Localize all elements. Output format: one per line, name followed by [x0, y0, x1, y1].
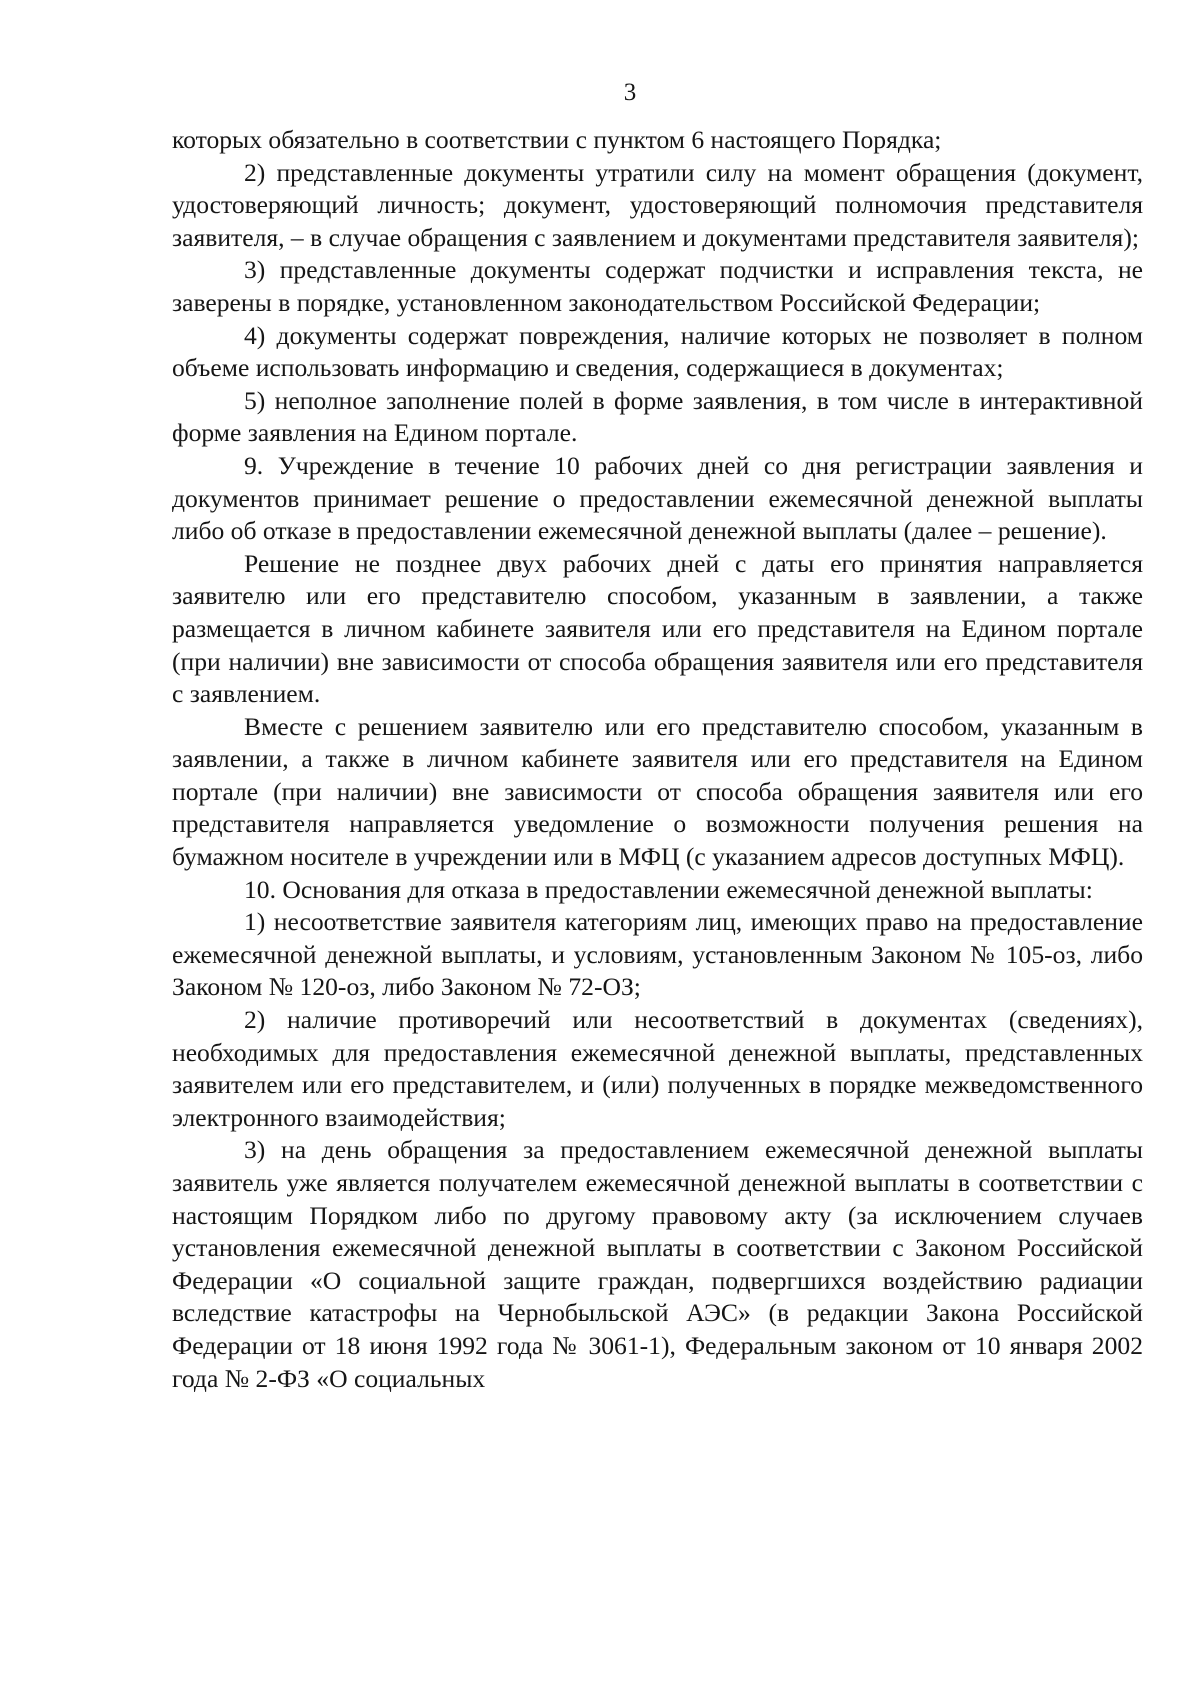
paragraph-item-4-damage: 4) документы содержат повреждения, наличие которых не позволяет в полном объеме использовать информацию и сведения, содержащиеся в документах;: [172, 320, 1143, 383]
paragraph-item-2-expired-documents: 2) представленные документы утратили силу на момент обращения (документ, удостоверяющий личность; документ, удостоверяющий полномочия представителя заявителя, – в случае обращения с заявлением и документами представителя заявителя);: [172, 157, 1143, 252]
paragraph-refusal-item-2: 2) наличие противоречий или несоответствий в документах (сведениях), необходимых для предоставления ежемесячной денежной выплаты, представленных заявителем или его представителем, и (или) полученных в порядке межведомственного электронного взаимодействия;: [172, 1005, 1143, 1132]
paragraph-refusal-item-3: 3) на день обращения за предоставлением ежемесячной денежной выплаты заявитель уже является получателем ежемесячной денежной выплаты в соответствии с настоящим Порядком либо по другому правовому акту (за исключением случаев установления ежемесячной денежной выплаты в соответствии с Законом Российской Федерации «О социальной защите граждан, подвергшихся воздействию радиации вследствие катастрофы на Чернобыльской АЭС» (в редакции Закона Российской Федерации от 18 июня 1992 года № 3061-1), Федеральным законом от 10 января 2002 года № 2-ФЗ «О социальных: [172, 1135, 1143, 1393]
paragraph-item-6-continuation: которых обязательно в соответствии с пунктом 6 настоящего Порядка;: [172, 125, 942, 154]
page-number: 3: [623, 79, 637, 106]
paragraph-section-10-refusal-grounds: 10. Основания для отказа в предоставлении ежемесячной денежной выплаты:: [244, 874, 1093, 904]
paragraph-item-3-corrections: 3) представленные документы содержат подчистки и исправления текста, не заверены в порядке, установленном законодательством Российской Федерации;: [172, 255, 1143, 317]
document-body: [172, 124, 1143, 1395]
paragraph-refusal-item-1: 1) несоответствие заявителя категориям лиц, имеющих право на предоставление ежемесячной денежной выплаты, и условиям, установленным Законом № 105-оз, либо Законом № 120-оз, либо Законом № 72-ОЗ;: [172, 907, 1143, 1002]
paragraph-section-9-decision: 9. Учреждение в течение 10 рабочих дней со дня регистрации заявления и документов принимает решение о предоставлении ежемесячной денежной выплаты либо об отказе в предоставлении ежемесячной денежной выплаты (далее – решение).: [172, 450, 1143, 546]
paragraph-notification: Вместе с решением заявителю или его представителю способом, указанным в заявлении, а также в личном кабинете заявителя или его представителя на Едином портале (при наличии) вне зависимости от способа обращения заявителя или его представителя направляется уведомление о возможности получения решения на бумажном носителе в учреждении или в МФЦ (с указанием адресов доступных МФЦ).: [172, 711, 1143, 872]
paragraph-item-5-incomplete-form: 5) неполное заполнение полей в форме заявления, в том числе в интерактивной форме заявления на Едином портале.: [172, 385, 1143, 448]
paragraph-decision-delivery: Решение не позднее двух рабочих дней с даты его принятия направляется заявителю или его представителю способом, указанным в заявлении, а также размещается в личном кабинете заявителя или его представителя на Едином портале (при наличии) вне зависимости от способа обращения заявителя или его представителя с заявлением.: [172, 548, 1143, 709]
